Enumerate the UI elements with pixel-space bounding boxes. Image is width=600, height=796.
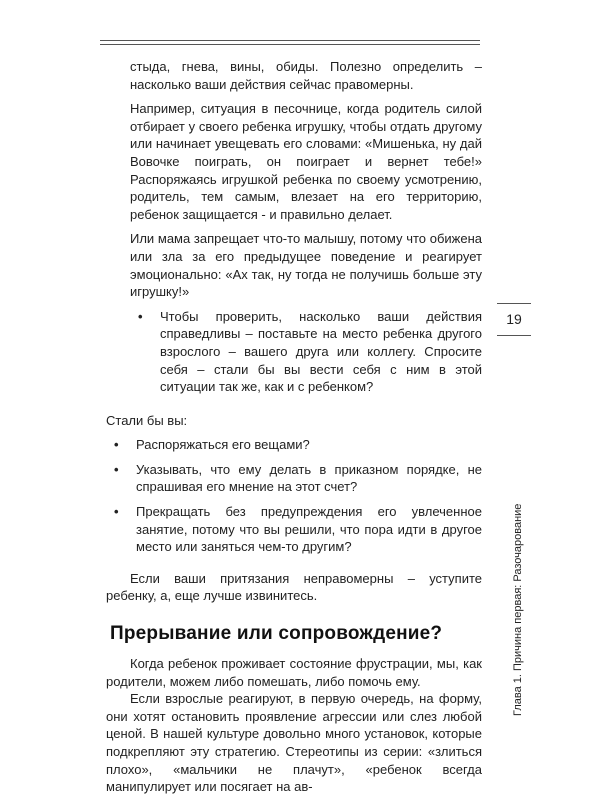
questions-intro: Стали бы вы: xyxy=(106,412,188,428)
section-paragraph-2: Если взрослые реагируют, в первую очередь, на форму, они хотят остановить проявление агрессии или слез любой ценой. В нашей культуре довольно много установок, которые подкрепляют эту стратегию. Стереотипы из серии: «злиться плохо», «мальчики не плачут», «ребенок всегда манипулирует или посягает на ав- xyxy=(106,691,482,795)
bullet-icon: • xyxy=(138,308,143,324)
note-paragraph-1: стыда, гнева, вины, обиды. Полезно определить – насколько ваши действия сейчас правомерны. xyxy=(130,59,482,92)
note-bullet-list xyxy=(130,308,482,396)
page-number-rule-bottom xyxy=(497,335,531,336)
page-number-rule-top xyxy=(497,303,531,304)
questions-list xyxy=(106,436,482,556)
bullet-icon: • xyxy=(114,437,119,453)
section-paragraph-1: Когда ребенок проживает состояние фрустрации, мы, как родители, можем либо помешать, либо помочь ему. xyxy=(106,656,482,689)
page-body xyxy=(106,58,482,796)
page-number: 19 xyxy=(506,311,522,327)
bullet-icon: • xyxy=(114,504,119,520)
note-paragraph-3: Или мама запрещает что-то малышу, потому что обижена или зла за его предыдущее поведение и реагирует эмоционально: «Ах так, ну тогда не получишь больше эту игрушку!» xyxy=(130,231,482,300)
note-bullet-text: Чтобы проверить, насколько ваши действия справедливы – поставьте на место ребенка другого взрослого – вашего друга или коллегу. Спросите себя – стали бы вы вести себя с ним в этой ситуации так же, как и с ребенком? xyxy=(160,308,482,395)
question-item-3 xyxy=(106,503,482,556)
note-paragraph-2: Например, ситуация в песочнице, когда родитель силой отбирает у своего ребенка игрушку, чтобы отдать другому или начинает увещевать его словами: «Мишенька, ну дай Вовочке поиграть, он поиграет и вернет тебе!» Распоряжаясь игрушкой ребенка по своему усмотрению, родитель, тем самым, влезает на его территорию, ребенок защищается - и правильно делает. xyxy=(130,101,482,222)
running-head: Глава 1. Причина первая: Разочарование xyxy=(512,503,524,716)
section-heading: Прерывание или сопровождение? xyxy=(110,623,443,645)
header-rule xyxy=(100,40,480,45)
question-text-3: Прекращать без предупреждения его увлеченное занятие, потому что вы решили, что пора идти в другое место или заняться чем-то другим? xyxy=(136,504,482,555)
bullet-icon: • xyxy=(114,461,119,477)
question-item-2 xyxy=(106,461,482,496)
question-text-2: Указывать, что ему делать в приказном порядке, не спрашивая его мнение на этот счет? xyxy=(136,461,482,495)
question-item-1 xyxy=(106,436,482,454)
boxed-note xyxy=(106,58,482,396)
note-bullet-item xyxy=(130,308,482,396)
question-text-1: Распоряжаться его вещами? xyxy=(136,437,310,453)
conclusion-paragraph: Если ваши притязания неправомерны – уступите ребенку, а, еще лучше извинитесь. xyxy=(106,570,482,604)
